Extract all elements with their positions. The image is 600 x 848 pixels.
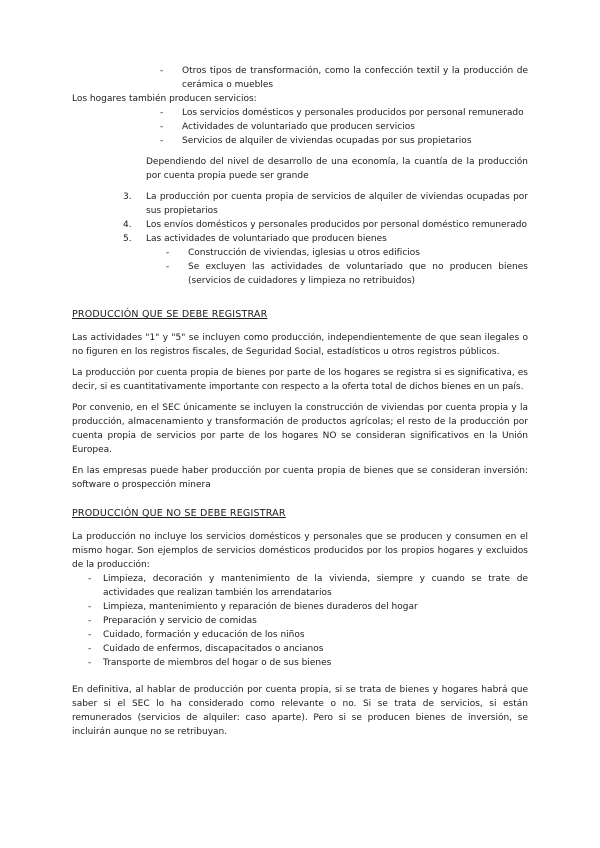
bullet-dash: - xyxy=(166,248,170,258)
bullet-dash: - xyxy=(160,122,164,132)
item-number: 5. xyxy=(123,234,132,244)
numbered-item xyxy=(123,218,528,232)
numbered-item-text: La producción por cuenta propia de servicios de alquiler de viviendas ocupadas por sus propietarios xyxy=(146,192,528,216)
excluded-service-item xyxy=(88,628,528,642)
item-number: 4. xyxy=(123,220,132,230)
bullet-dash: - xyxy=(166,262,170,272)
list-item-text: Servicios de alquiler de viviendas ocupadas por sus propietarios xyxy=(182,136,472,146)
households-services-line: Los hogares también producen servicios: xyxy=(72,94,257,104)
bullet-dash: - xyxy=(88,658,92,668)
closing-paragraph: En definitiva, al hablar de producción por cuenta propia, si se trata de bienes y hogares habrá que saber si el SEC lo ha considerado como relevante o no. Si se trata de servicios, si están remunerados (servicios de alquiler: caso aparte). Pero si se producen bienes de inversión, se incluirán aunque no se retribuyan. xyxy=(72,685,528,737)
numbered-item-text: Los envíos domésticos y personales producidos por personal doméstico remunerado xyxy=(146,220,528,230)
paragraph: Dependiendo del nivel de desarrollo de una economía, la cuantía de la producción por cuenta propia puede ser grande xyxy=(146,157,528,181)
list-item-text: Los servicios domésticos y personales producidos por personal remunerado xyxy=(182,108,524,118)
paragraph: La producción por cuenta propia de bienes por parte de los hogares se registra si es significativa, es decir, si es cuantitativamente importante con respecto a la oferta total de dichos bienes en un país. xyxy=(72,368,528,392)
sub-list-item xyxy=(166,246,528,260)
bullet-dash: - xyxy=(160,108,164,118)
excluded-service-item xyxy=(88,642,528,656)
bullet-dash: - xyxy=(88,630,92,640)
excluded-service-item xyxy=(88,600,528,614)
list-item xyxy=(160,134,528,148)
paragraph: Por convenio, en el SEC únicamente se incluyen la construcción de viviendas por cuenta propia y la producción, almacenamiento y transformación de productos agrícolas; el resto de la producción por cuenta propia de servicios por parte de los hogares NO se consideran significativos en la Unión Europea. xyxy=(72,403,528,455)
numbered-item-text: Las actividades de voluntariado que producen bienes xyxy=(146,234,387,244)
paragraph: Las actividades "1" y "5" se incluyen como producción, independientemente de que sean ilegales o no figuren en los registros fiscales, de Seguridad Social, estadísticos u otros registros públicos. xyxy=(72,333,528,357)
bullet-dash: - xyxy=(160,136,164,146)
excluded-service-text: Transporte de miembros del hogar o de sus bienes xyxy=(103,658,332,668)
list-item xyxy=(160,120,528,134)
bullet-dash: - xyxy=(160,66,164,76)
section-heading-register: PRODUCCIÓN QUE SE DEBE REGISTRAR xyxy=(72,309,268,320)
excluded-service-text: Cuidado de enfermos, discapacitados o ancianos xyxy=(103,644,324,654)
list-item-text: Otros tipos de transformación, como la confección textil y la producción de cerámica o muebles xyxy=(182,66,528,90)
section-heading-not-register: PRODUCCIÓN QUE NO SE DEBE REGISTRAR xyxy=(72,508,286,519)
excluded-service-text: Limpieza, decoración y mantenimiento de la vivienda, siempre y cuando se trate de actividades que realizan también los arrendatarios xyxy=(103,574,528,598)
bullet-dash: - xyxy=(88,602,92,612)
excluded-service-item xyxy=(88,656,528,670)
bullet-dash: - xyxy=(88,616,92,626)
bullet-dash: - xyxy=(88,644,92,654)
numbered-item xyxy=(123,232,528,246)
excluded-service-text: Limpieza, mantenimiento y reparación de bienes duraderos del hogar xyxy=(103,602,418,612)
excluded-service-item xyxy=(88,614,528,628)
list-item-text: Actividades de voluntariado que producen servicios xyxy=(182,122,415,132)
excluded-service-text: Cuidado, formación y educación de los niños xyxy=(103,630,305,640)
sub-list-item-text: Se excluyen las actividades de voluntariado que no producen bienes (servicios de cuidadores y limpieza no retribuidos) xyxy=(188,262,528,286)
excluded-service-item xyxy=(88,572,528,600)
paragraph: La producción no incluye los servicios domésticos y personales que se producen y consumen en el mismo hogar. Son ejemplos de servicios domésticos producidos por los propios hogares y excluidos de la producción: xyxy=(72,532,528,570)
paragraph: En las empresas puede haber producción por cuenta propia de bienes que se consideran inversión: software o prospección minera xyxy=(72,466,528,490)
list-item xyxy=(160,106,528,120)
list-item xyxy=(160,64,528,92)
bullet-dash: - xyxy=(88,574,92,584)
sub-list-item xyxy=(166,260,528,288)
excluded-service-text: Preparación y servicio de comidas xyxy=(103,616,257,626)
sub-list-item-text: Construcción de viviendas, iglesias u otros edificios xyxy=(188,248,420,258)
numbered-item xyxy=(123,190,528,218)
item-number: 3. xyxy=(123,192,132,202)
